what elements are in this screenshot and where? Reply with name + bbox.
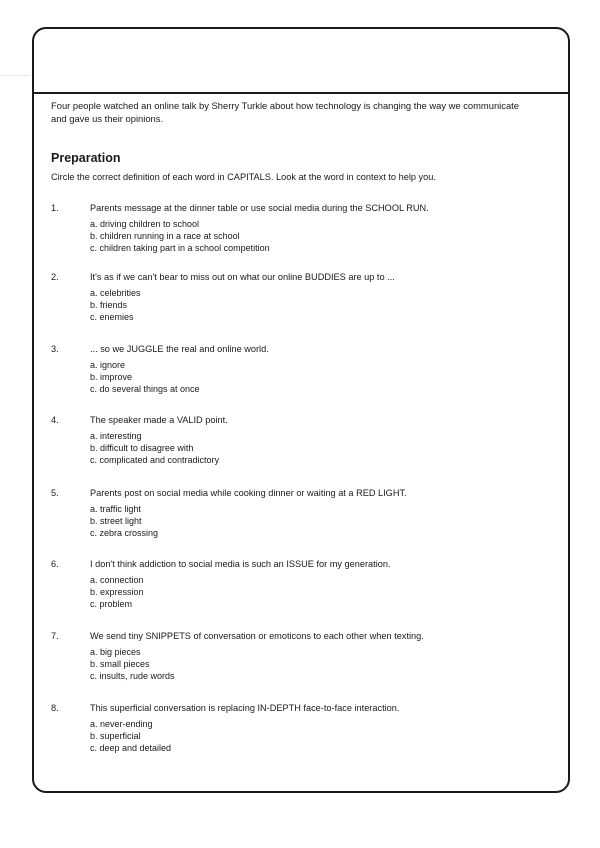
option-b[interactable]: b. friends [90, 300, 128, 311]
option-list [90, 574, 144, 611]
option-c[interactable]: c. insults, rude words [90, 671, 175, 682]
question-number: 2. [51, 272, 59, 282]
option-a[interactable]: a. driving children to school [90, 219, 200, 229]
option-a[interactable]: a. celebrities [90, 288, 141, 298]
option-list [90, 503, 158, 540]
instruction-text: Circle the correct definition of each word in CAPITALS. Look at the word in context to help you. [51, 172, 436, 182]
question-number: 3. [51, 344, 59, 354]
option-a[interactable]: a. interesting [90, 431, 142, 441]
option-c[interactable]: c. enemies [90, 312, 134, 323]
option-c[interactable]: c. do several things at once [90, 384, 200, 395]
option-a[interactable]: a. never-ending [90, 719, 153, 729]
worksheet-frame [32, 27, 570, 793]
option-a[interactable]: a. traffic light [90, 504, 141, 514]
option-list [90, 718, 171, 755]
question-text: This superficial conversation is replacing IN-DEPTH face-to-face interaction. [90, 703, 400, 713]
option-list [90, 646, 175, 683]
option-b[interactable]: b. children running in a race at school [90, 231, 240, 242]
option-b[interactable]: b. expression [90, 587, 144, 598]
option-c[interactable]: c. zebra crossing [90, 528, 159, 539]
section-title: Preparation [51, 151, 121, 165]
option-b[interactable]: b. small pieces [90, 659, 150, 670]
scan-mark [0, 75, 30, 76]
option-c[interactable]: c. children taking part in a school competition [90, 243, 270, 254]
option-b[interactable]: b. street light [90, 516, 142, 527]
intro-text: Four people watched an online talk by Sherry Turkle about how technology is changing the way we communicate and gave us their opinions. [51, 100, 519, 124]
option-list [90, 218, 270, 255]
option-b[interactable]: b. superficial [90, 731, 141, 742]
option-a[interactable]: a. ignore [90, 360, 126, 370]
question-number: 5. [51, 488, 59, 498]
question-text: Parents post on social media while cooking dinner or waiting at a RED LIGHT. [90, 488, 407, 498]
option-list [90, 430, 219, 467]
option-c[interactable]: c. deep and detailed [90, 743, 172, 754]
question-number: 7. [51, 631, 59, 641]
option-c[interactable]: c. complicated and contradictory [90, 455, 220, 466]
question-text: Parents message at the dinner table or use social media during the SCHOOL RUN. [90, 203, 429, 213]
option-a[interactable]: a. big pieces [90, 647, 141, 657]
option-list [90, 287, 141, 324]
option-b[interactable]: b. difficult to disagree with [90, 443, 194, 454]
question-number: 1. [51, 203, 59, 213]
question-text: ... so we JUGGLE the real and online world. [90, 344, 269, 354]
option-a[interactable]: a. connection [90, 575, 144, 585]
title-box [34, 29, 568, 94]
question-number: 4. [51, 415, 59, 425]
question-number: 6. [51, 559, 59, 569]
option-list [90, 359, 200, 396]
question-text: I don't think addiction to social media is such an ISSUE for my generation. [90, 559, 391, 569]
option-c[interactable]: c. problem [90, 599, 133, 610]
option-b[interactable]: b. improve [90, 372, 133, 383]
question-text: We send tiny SNIPPETS of conversation or emoticons to each other when texting. [90, 631, 424, 641]
question-text: It's as if we can't bear to miss out on what our online BUDDIES are up to ... [90, 272, 395, 282]
question-number: 8. [51, 703, 59, 713]
question-text: The speaker made a VALID point. [90, 415, 228, 425]
